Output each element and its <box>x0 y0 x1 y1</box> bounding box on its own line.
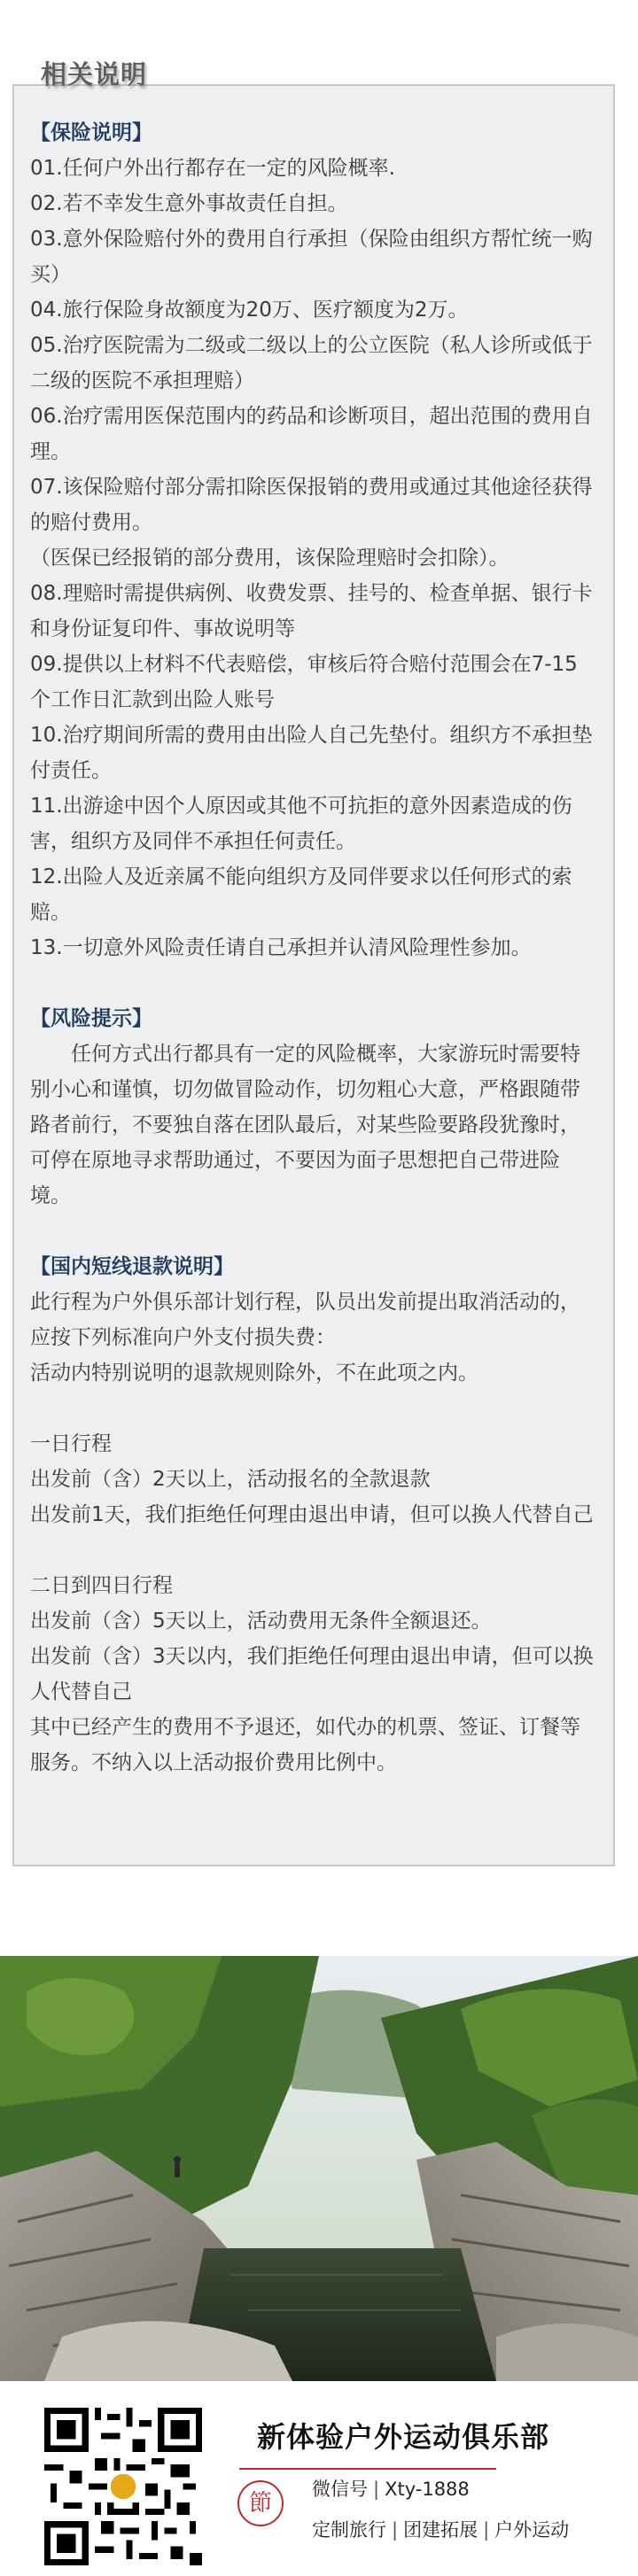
insurance-item: 13.一切意外风险责任请自己承担并认清风险理性参加。 <box>30 936 532 959</box>
service-item: 户外运动 <box>494 2519 570 2541</box>
services-list <box>312 2516 569 2542</box>
spacer <box>30 1214 597 1249</box>
insurance-item: 04.旅行保险身故额度为20万、医疗额度为2万。 <box>30 299 469 322</box>
spacer <box>30 1532 597 1568</box>
multi-day-rule: 出发前（含）3天以内，我们拒绝任何理由退出申请，但可以换人代替自己 <box>30 1645 594 1703</box>
spacer <box>30 1391 597 1426</box>
wechat-label: 微信号 <box>312 2479 368 2500</box>
canyon-photo <box>0 1956 638 2381</box>
multi-day-label: 二日到四日行程 <box>30 1574 173 1597</box>
canyon-illustration <box>0 1956 638 2381</box>
insurance-item: 03.意外保险赔付外的费用自行承担（保险由组织方帮忙统一购买） <box>30 228 593 286</box>
insurance-item: 02.若不幸发生意外事故责任自担。 <box>30 192 348 215</box>
insurance-item: 05.治疗医院需为二级或二级以上的公立医院（私人诊所或低于二级的医院不承担理赔） <box>30 334 593 392</box>
risk-title: 【风险提示】 <box>30 1007 152 1030</box>
insurance-item: 01.任何户外出行都存在一定的风险概率. <box>30 157 395 180</box>
wechat-info <box>312 2475 470 2502</box>
one-day-label: 一日行程 <box>30 1432 112 1455</box>
service-item: 定制旅行 <box>312 2519 386 2541</box>
insurance-item: （医保已经报销的部分费用，该保险理赔时会扣除）。 <box>30 547 510 570</box>
one-day-rule: 出发前（含）2天以上，活动报名的全款退款 <box>30 1468 431 1491</box>
qr-code-icon <box>44 2408 202 2565</box>
divider <box>239 2468 496 2470</box>
separator: | <box>483 2519 490 2541</box>
seal-logo-icon: 節 <box>237 2480 284 2526</box>
insurance-item: 10.治疗期间所需的费用由出险人自己先垫付。组织方不承担垫付责任。 <box>30 724 593 782</box>
info-content <box>30 115 597 1781</box>
insurance-item: 09.提供以上材料不代表赔偿，审核后符合赔付范围会在7-15个工作日汇款到出险人账号 <box>30 653 578 711</box>
footer <box>0 2381 638 2576</box>
refund-intro: 此行程为户外俱乐部计划行程，队员出发前提出取消活动的，应按下列标准向户外支付损失费： <box>30 1291 580 1349</box>
one-day-rule: 出发前1天，我们拒绝任何理由退出申请，但可以换人代替自己 <box>30 1503 594 1526</box>
service-item: 团建拓展 <box>403 2519 478 2541</box>
insurance-item: 07.该保险赔付部分需扣除医保报销的费用或通过其他途径获得的赔付费用。 <box>30 476 593 534</box>
multi-day-rule: 其中已经产生的费用不予退还，如代办的机票、签证、订餐等服务。不纳入以上活动报价费用比例中。 <box>30 1716 580 1774</box>
insurance-item: 11.出游途中因个人原因或其他不可抗拒的意外因素造成的伤害，组织方及同伴不承担任何责任。 <box>30 795 572 853</box>
wechat-id: Xty-1888 <box>385 2479 470 2500</box>
separator: | <box>392 2519 399 2541</box>
refund-title: 【国内短线退款说明】 <box>30 1255 234 1278</box>
box-heading: 相关说明 <box>41 59 148 89</box>
insurance-title: 【保险说明】 <box>30 121 152 144</box>
spacer <box>30 966 597 1001</box>
refund-note: 活动内特别说明的退款规则除外，不在此项之内。 <box>30 1362 478 1385</box>
insurance-item: 12.出险人及近亲属不能向组织方及同伴要求以任何形式的索赔。 <box>30 865 572 924</box>
risk-body: 任何方式出行都具有一定的风险概率，大家游玩时需要特别小心和谨慎，切勿做冒险动作，切勿粗心大意，严格跟随带路者前行，不要独自落在团队最后，对某些险要路段犹豫时，可停在原地寻求帮助通过，不要因为面子思想把自己带进险境。 <box>30 1043 580 1207</box>
club-name: 新体验户外运动俱乐部 <box>257 2420 550 2454</box>
separator: | <box>373 2479 380 2500</box>
insurance-item: 06.治疗需用医保范围内的药品和诊断项目，超出范围的费用自理。 <box>30 405 593 463</box>
multi-day-rule: 出发前（含）5天以上，活动费用无条件全额退还。 <box>30 1610 492 1633</box>
insurance-item: 08.理赔时需提供病例、收费发票、挂号的、检查单据、银行卡和身份证复印件、事故说明等 <box>30 582 593 640</box>
